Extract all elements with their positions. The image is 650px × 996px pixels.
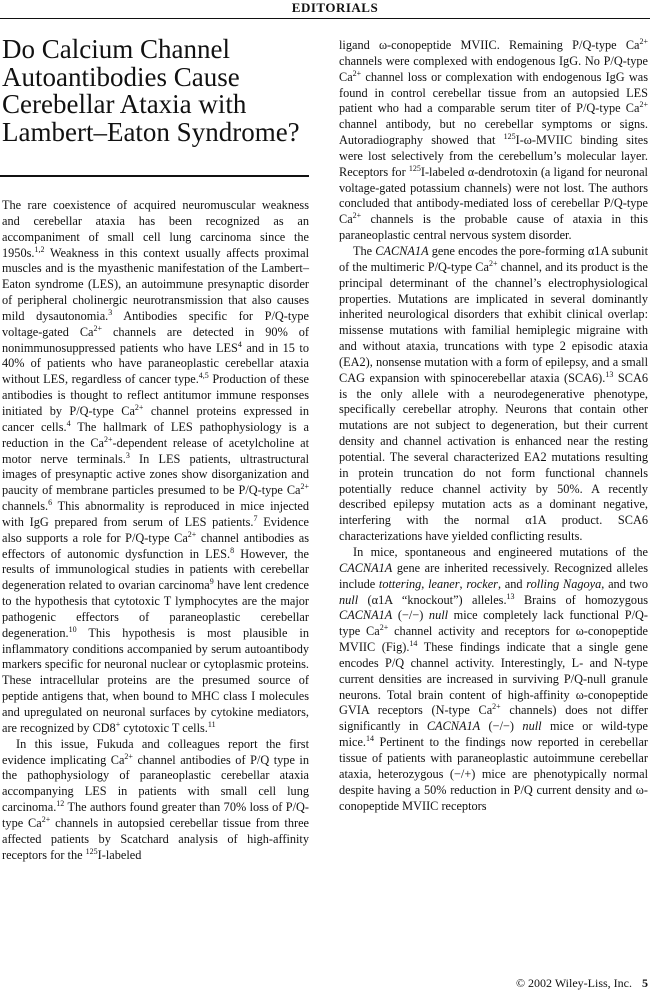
paragraph: The rare coexistence of acquired neuromuscular weakness and cerebellar ataxia has been recognized as an accompaniment of small cell lung carcinoma since the 1950s.$^{1,2}$ Weakness in this context usually affects proximal muscles and is the myasthenic manifestation of the Lambert–Eaton syndrome (LES), an autoimmune presynaptic disorder of peripheral cholinergic neurotransmission that also causes mild dysautonomia.$^3$ Antibodies specific for P/Q-type voltage-gated $Ca^{2+}$ channels are detected in 90% of nonimmunosuppressed patients who have LES$^4$ and in 15 to 40% of patients who have paraneoplastic cerebellar ataxia without LES, regardless of cancer type.$^{4,5}$ Production of these antibodies is thought to reflect antitumor immune responses initiated by P/Q-type $Ca^{2+}$ channel proteins expressed in cancer cells.$^4$ The hallmark of LES pathophysiology is a reduction in the $Ca^{2+}$-dependent release of acetylcholine at motor nerve terminals.$^3$ In LES patients, ultrastructural images of presynaptic active zones show disorganization and paucity of membrane particles presumed to be P/Q-type $Ca^{2+}$ channels.$^6$ This abnormality is reproduced in mice injected with IgG prepared from serum of LES patients.$^7$ Evidence also supports a role for P/Q-type $Ca^{2+}$ channel antibodies as effectors of autonomic dysfunction in LES.$^8$ However, the results of immunological studies in patients with cerebellar degeneration related to ovarian carcinoma$^9$ have lent credence to the hypothesis that cytotoxic T lymphocytes are the major pathogenic effectors of paraneoplastic cerebellar degeneration.$^{10}$ This hypothesis is most plausible in inflammatory conditions accompanied by serum autoantibody markers specific for neuronal nuclear or cytoplasmic proteins. These intracellular proteins are the presumed source of peptide antigens that, when bound to MHC class I molecules and upregulated on neuronal surfaces by cytokine mediators, are recognized by CD8+ cytotoxic T cells.$^{11}$ xyxy=(2,198,310,735)
title-rule xyxy=(0,175,309,177)
body-column-right xyxy=(339,38,648,814)
paragraph: The CACNA1A gene encodes the pore-forming α1A subunit of the multimeric P/Q-type $Ca^{2+}$ channel, and its product is the principal determinant of the channel’s electrophysiological properties. Mutations are implicated in several dominantly inherited neurological disorders that exhibit clinical overlap: missense mutations with familial hemiplegic migraine with and without ataxia, truncations with type 2 episodic ataxia (EA2), nonsense mutation with a form of epilepsy, and a small CAG expansion with spinocerebellar ataxia (SCA6).$^{13}$ SCA6 is the only allele with a neurodegenerative phenotype, specifically cerebellar atrophy. Neurons that contain other mutations are not subject to degeneration, but their current density and channel activation is enhanced near the resting potential. The several characterized EA2 mutations resulting in protein truncation do not form functional channels potentially reduce channel activity by 50%. A recently described epilepsy mutation acts as a dominant negative, interfering with the normal α1A product. SCA6 characterizations have yielded conflicting results. xyxy=(339,243,648,544)
article-title: Do Calcium Channel Autoantibodies Cause Cerebellar Ataxia with Lambert–Eaton Syndrome? xyxy=(2,34,300,147)
body-column-left xyxy=(2,198,309,863)
section-label: EDITORIALS xyxy=(291,0,379,15)
copyright-notice: © 2002 Wiley-Liss, Inc. xyxy=(515,976,632,990)
top-rule xyxy=(0,18,650,19)
page-number: 5 xyxy=(642,976,648,990)
page-footer xyxy=(340,976,648,990)
paragraph: ligand ω-conopeptide MVIIC. Remaining P/Q-type $Ca^{2+}$ channels were complexed with endogenous IgG. No P/Q-type $Ca^{2+}$ channel loss or complexation with endogenous IgG was found in control cerebellar tissue from an autopsied LES patient who had a comparable serum titer of P/Q-type $Ca^{2+}$ channel antibody, but no cerebellar symptoms or signs. Autoradiography showed that $^{125}$I-ω-MVIIC binding sites were lost selectively from the cerebellum’s molecular layer. Receptors for $^{125}$I-labeled α-dendrotoxin (a ligand for neuronal voltage-gated potassium channels) were not lost. The authors concluded that antibody-mediated loss of cerebellar P/Q-type $Ca^{2+}$ channels is the probable cause of ataxia in this paraneoplastic central nervous system disorder. xyxy=(339,36,648,243)
paragraph: In this issue, Fukuda and colleagues report the first evidence implicating $Ca^{2+}$ channel antibodies of P/Q type in the pathophysiology of paraneoplastic cerebellar ataxia accompanying LES in patients with small cell lung carcinoma.$^{12}$ The authors found greater than 70% loss of P/Q-type $Ca^{2+}$ channels in autopsied cerebellar tissue from three affected patients by Scatchard analysis of high-affinity receptors for the $^{125}$I-labeled xyxy=(2,736,310,862)
paragraph: In mice, spontaneous and engineered mutations of the CACNA1A gene are inherited recessively. Recognized alleles include tottering, leaner, rocker, and rolling Nagoya, and two null (α1A “knockout”) alleles.$^{13}$ Brains of homozygous CACNA1A (−/−) null mice completely lack functional P/Q-type $Ca^{2+}$ channel activity and receptors for ω-conopeptide MVIIC (Fig).$^{14}$ These findings indicate that a single gene encodes P/Q channel activity. Interestingly, L- and N-type current densities are increased in surviving P/Q-null granule neurons. Total brain content of high-affinity ω-conopeptide GVIA receptors (N-type $Ca^{2+}$ channels) does not differ significantly in CACNA1A (−/−) null mice or wild-type mice.$^{14}$ Pertinent to the findings now reported in cerebellar tissue of patients with paraneoplastic autoimmune cerebellar ataxia, heterozygous (−/+) mice are phenotypically normal despite having a 50% reduction in P/Q current density and ω-conopeptide MVIIC receptors xyxy=(339,545,649,813)
